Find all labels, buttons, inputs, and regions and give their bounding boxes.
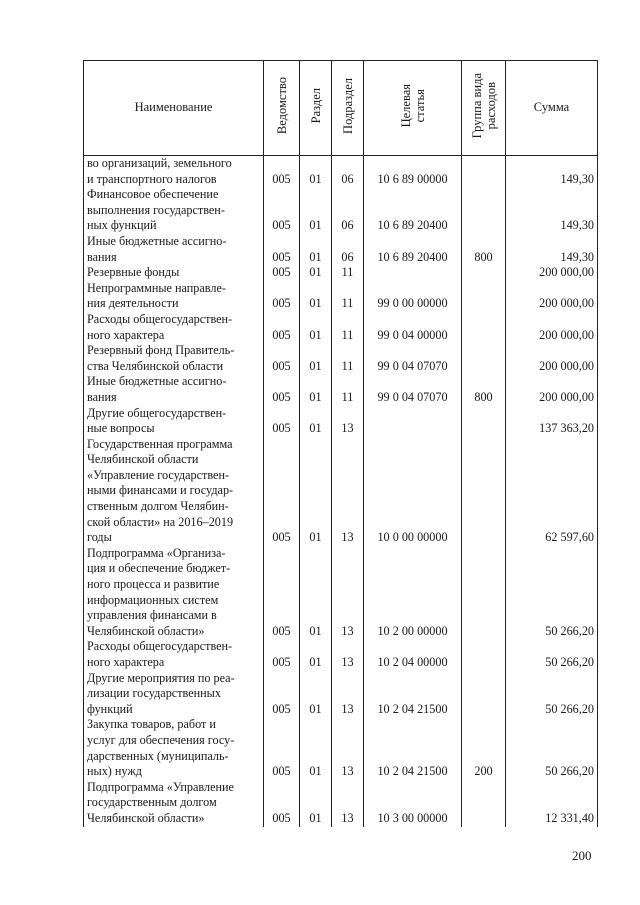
cell-sum <box>506 374 598 405</box>
cell-dept <box>264 546 300 640</box>
cell-group-text: 800 <box>474 389 493 404</box>
cell-group <box>462 437 506 546</box>
cell-section-text: 01 <box>309 623 322 638</box>
cell-sum <box>506 671 598 718</box>
cell-name-text: Непрограммные направле- ния деятельности <box>87 280 226 311</box>
cell-name <box>84 343 264 374</box>
cell-name <box>84 265 264 281</box>
cell-target-text: 99 0 04 07070 <box>377 389 448 404</box>
cell-subsection-text: 13 <box>341 810 354 825</box>
cell-subsection-text: 11 <box>341 327 354 342</box>
cell-section-text: 01 <box>309 249 322 264</box>
cell-subsection-text: 11 <box>341 389 354 404</box>
cell-sum-text: 149,30 <box>560 171 594 186</box>
cell-subsection-text: 13 <box>341 421 354 436</box>
cell-group <box>462 717 506 779</box>
cell-section <box>300 717 332 779</box>
cell-name-text: Расходы общегосударствен- ного характера <box>87 311 233 342</box>
cell-dept-text: 005 <box>272 296 291 311</box>
cell-subsection <box>332 406 364 437</box>
header-target <box>364 61 462 156</box>
cell-dept <box>264 374 300 405</box>
cell-section-text: 01 <box>309 530 322 545</box>
cell-sum-text: 149,30 <box>560 218 594 233</box>
cell-subsection-text: 13 <box>341 530 354 545</box>
cell-subsection <box>332 281 364 312</box>
cell-target <box>364 187 462 234</box>
table-body <box>84 156 598 827</box>
cell-target <box>364 265 462 281</box>
cell-section-text: 01 <box>309 218 322 233</box>
cell-sum <box>506 717 598 779</box>
cell-group <box>462 639 506 670</box>
cell-target <box>364 343 462 374</box>
cell-sum-text: 50 266,20 <box>545 701 594 716</box>
cell-section-text: 01 <box>309 358 322 373</box>
cell-name-text: Закупка товаров, работ и услуг для обеспечения госу- дарственных (муниципаль- ных) нужд <box>87 717 235 779</box>
cell-group-text: 800 <box>474 249 493 264</box>
cell-name-text: Государственная программа Челябинской области «Управление государствен- ными финансами и государ- ственным долгом Челябин- ской области» на 2016–2019 годы <box>87 436 234 545</box>
cell-target <box>364 281 462 312</box>
cell-section <box>300 546 332 640</box>
cell-target-text: 99 0 00 00000 <box>377 296 448 311</box>
cell-group <box>462 374 506 405</box>
cell-sum <box>506 234 598 265</box>
cell-section <box>300 437 332 546</box>
cell-sum <box>506 343 598 374</box>
cell-dept-text: 005 <box>272 249 291 264</box>
cell-name <box>84 312 264 343</box>
cell-section <box>300 281 332 312</box>
cell-section <box>300 343 332 374</box>
cell-dept <box>264 265 300 281</box>
cell-section <box>300 187 332 234</box>
cell-name-text: Подпрограмма «Управление государственным долгом Челябинской области» <box>87 779 234 825</box>
cell-section-text: 01 <box>309 421 322 436</box>
cell-group-text: 200 <box>474 764 493 779</box>
cell-subsection <box>332 546 364 640</box>
cell-target-text: 10 2 04 21500 <box>377 701 448 716</box>
cell-name-text: Резервные фонды <box>87 265 180 280</box>
cell-name-text: Финансовое обеспечение выполнения государствен- ных функций <box>87 187 225 233</box>
cell-target <box>364 717 462 779</box>
cell-target-text: 99 0 04 07070 <box>377 358 448 373</box>
cell-sum <box>506 187 598 234</box>
header-dept <box>264 61 300 156</box>
table-row <box>84 343 598 374</box>
cell-section <box>300 780 332 827</box>
cell-subsection <box>332 265 364 281</box>
cell-dept <box>264 717 300 779</box>
cell-section <box>300 671 332 718</box>
cell-subsection <box>332 639 364 670</box>
cell-target <box>364 639 462 670</box>
cell-target-text: 10 0 00 00000 <box>377 530 448 545</box>
cell-section-text: 01 <box>309 389 322 404</box>
cell-dept <box>264 437 300 546</box>
cell-target <box>364 780 462 827</box>
cell-target <box>364 156 462 188</box>
cell-dept-text: 005 <box>272 810 291 825</box>
cell-sum-text: 12 331,40 <box>545 810 594 825</box>
cell-target <box>364 671 462 718</box>
cell-section <box>300 312 332 343</box>
cell-section <box>300 374 332 405</box>
page-number: 200 <box>572 848 592 863</box>
cell-name <box>84 406 264 437</box>
cell-sum-text: 149,30 <box>560 249 594 264</box>
cell-sum <box>506 780 598 827</box>
cell-subsection-text: 11 <box>341 296 354 311</box>
cell-subsection <box>332 374 364 405</box>
cell-section <box>300 406 332 437</box>
cell-group <box>462 156 506 188</box>
cell-name-text: Иные бюджетные ассигно- вания <box>87 374 227 404</box>
cell-dept <box>264 234 300 265</box>
cell-sum <box>506 265 598 281</box>
cell-section <box>300 639 332 670</box>
cell-subsection <box>332 156 364 188</box>
cell-sum <box>506 312 598 343</box>
cell-target-text: 10 2 00 00000 <box>377 623 448 638</box>
table-row <box>84 406 598 437</box>
cell-subsection-text: 13 <box>341 764 354 779</box>
cell-section <box>300 265 332 281</box>
cell-subsection-text: 06 <box>341 171 354 186</box>
cell-subsection <box>332 717 364 779</box>
cell-name-text: Другие мероприятия по реа- лизации государственных функций <box>87 670 235 716</box>
table-row <box>84 546 598 640</box>
cell-name <box>84 780 264 827</box>
cell-name-text: Резервный фонд Правитель- ства Челябинской области <box>87 343 235 373</box>
cell-section <box>300 156 332 188</box>
cell-dept-text: 005 <box>272 701 291 716</box>
cell-dept <box>264 156 300 188</box>
table-row <box>84 312 598 343</box>
table-row <box>84 437 598 546</box>
cell-dept-text: 005 <box>272 421 291 436</box>
header-group-label: Группа вида расходов <box>469 73 498 139</box>
table-row <box>84 187 598 234</box>
cell-sum-text: 50 266,20 <box>545 764 594 779</box>
header-section <box>300 61 332 156</box>
cell-subsection-text: 13 <box>341 701 354 716</box>
cell-group <box>462 406 506 437</box>
cell-subsection-text: 06 <box>341 218 354 233</box>
cell-name <box>84 234 264 265</box>
cell-subsection <box>332 187 364 234</box>
cell-target-text: 10 6 89 20400 <box>377 249 448 264</box>
cell-group <box>462 187 506 234</box>
table-row <box>84 374 598 405</box>
cell-sum <box>506 639 598 670</box>
header-sum-label: Сумма <box>533 100 570 115</box>
cell-sum-text: 200 000,00 <box>539 327 594 342</box>
cell-group <box>462 546 506 640</box>
cell-target <box>364 234 462 265</box>
cell-dept <box>264 281 300 312</box>
cell-group <box>462 780 506 827</box>
cell-target-text: 10 6 89 00000 <box>377 171 448 186</box>
cell-sum-text: 137 363,20 <box>539 421 594 436</box>
cell-section-text: 01 <box>309 171 322 186</box>
cell-name <box>84 156 264 188</box>
cell-dept <box>264 780 300 827</box>
cell-name <box>84 281 264 312</box>
header-subsection <box>332 61 364 156</box>
cell-sum <box>506 437 598 546</box>
cell-sum-text: 200 000,00 <box>539 296 594 311</box>
header-dept-label: Ведомство <box>274 77 289 135</box>
table-row <box>84 780 598 827</box>
header-sum <box>506 61 598 156</box>
cell-section-text: 01 <box>309 764 322 779</box>
cell-dept-text: 005 <box>272 389 291 404</box>
cell-target-text: 99 0 04 00000 <box>377 327 448 342</box>
cell-section <box>300 234 332 265</box>
cell-sum <box>506 281 598 312</box>
cell-group <box>462 265 506 281</box>
cell-dept <box>264 343 300 374</box>
cell-section-text: 01 <box>309 327 322 342</box>
table-row <box>84 281 598 312</box>
header-section-label: Раздел <box>308 88 323 124</box>
cell-name-text: Иные бюджетные ассигно- вания <box>87 233 227 264</box>
budget-table <box>83 60 598 827</box>
cell-dept <box>264 187 300 234</box>
cell-subsection-text: 11 <box>341 358 354 373</box>
cell-name <box>84 639 264 670</box>
cell-target <box>364 546 462 640</box>
cell-section-text: 01 <box>309 265 322 280</box>
table-row <box>84 717 598 779</box>
cell-name-text: Другие общегосударствен- ные вопросы <box>87 405 227 436</box>
header-group <box>462 61 506 156</box>
cell-subsection <box>332 312 364 343</box>
cell-group <box>462 312 506 343</box>
cell-dept-text: 005 <box>272 171 291 186</box>
cell-sum <box>506 406 598 437</box>
cell-sum-text: 200 000,00 <box>539 265 594 280</box>
cell-dept-text: 005 <box>272 623 291 638</box>
cell-section-text: 01 <box>309 296 322 311</box>
cell-dept <box>264 671 300 718</box>
cell-name-text: во организаций, земельного и транспортного налогов <box>87 156 232 186</box>
cell-group <box>462 671 506 718</box>
cell-subsection-text: 13 <box>341 655 354 669</box>
cell-dept-text: 005 <box>272 327 291 342</box>
cell-target-text: 10 3 00 00000 <box>377 810 448 825</box>
table-row <box>84 156 598 188</box>
cell-name-text: Подпрограмма «Организа- ция и обеспечение бюджет- ного процесса и развитие информационных систем управления финансами в Челябинской области» <box>87 545 231 638</box>
cell-section-text: 01 <box>309 701 322 716</box>
cell-group <box>462 234 506 265</box>
cell-subsection-text: 11 <box>341 265 354 280</box>
cell-target <box>364 312 462 343</box>
cell-target <box>364 406 462 437</box>
cell-dept-text: 005 <box>272 218 291 233</box>
cell-sum-text: 200 000,00 <box>539 389 594 404</box>
cell-name <box>84 437 264 546</box>
cell-name <box>84 717 264 779</box>
cell-name-text: Расходы общегосударствен- ного характера <box>87 639 233 669</box>
cell-dept-text: 005 <box>272 358 291 373</box>
cell-target <box>364 437 462 546</box>
cell-name <box>84 671 264 718</box>
cell-dept-text: 005 <box>272 655 291 669</box>
cell-target-text: 10 6 89 20400 <box>377 218 448 233</box>
table-row <box>84 265 598 281</box>
cell-subsection-text: 13 <box>341 623 354 638</box>
cell-sum-text: 200 000,00 <box>539 358 594 373</box>
cell-target <box>364 374 462 405</box>
cell-name <box>84 546 264 640</box>
cell-sum-text: 62 597,60 <box>545 530 594 545</box>
cell-subsection <box>332 437 364 546</box>
cell-subsection <box>332 343 364 374</box>
cell-dept-text: 005 <box>272 530 291 545</box>
cell-target-text: 10 2 04 21500 <box>377 764 448 779</box>
cell-section-text: 01 <box>309 810 322 825</box>
cell-dept <box>264 312 300 343</box>
table-row <box>84 671 598 718</box>
cell-sum <box>506 546 598 640</box>
cell-name <box>84 187 264 234</box>
cell-subsection-text: 06 <box>341 249 354 264</box>
header-name-label: Наименование <box>134 100 213 115</box>
header-name <box>84 61 264 156</box>
cell-target-text: 10 2 04 00000 <box>377 655 448 669</box>
table-row <box>84 234 598 265</box>
cell-sum <box>506 156 598 188</box>
cell-subsection <box>332 780 364 827</box>
cell-dept-text: 005 <box>272 265 291 280</box>
cell-name <box>84 374 264 405</box>
cell-dept <box>264 406 300 437</box>
header-row <box>84 61 598 156</box>
cell-dept <box>264 639 300 670</box>
cell-dept-text: 005 <box>272 764 291 779</box>
table-row <box>84 639 598 670</box>
cell-subsection <box>332 234 364 265</box>
header-target-label: Целевая статья <box>398 84 427 128</box>
cell-group <box>462 281 506 312</box>
cell-group <box>462 343 506 374</box>
header-subsection-label: Подраздел <box>340 77 355 134</box>
cell-subsection <box>332 671 364 718</box>
cell-section-text: 01 <box>309 655 322 669</box>
cell-sum-text: 50 266,20 <box>545 655 594 669</box>
cell-sum-text: 50 266,20 <box>545 623 594 638</box>
